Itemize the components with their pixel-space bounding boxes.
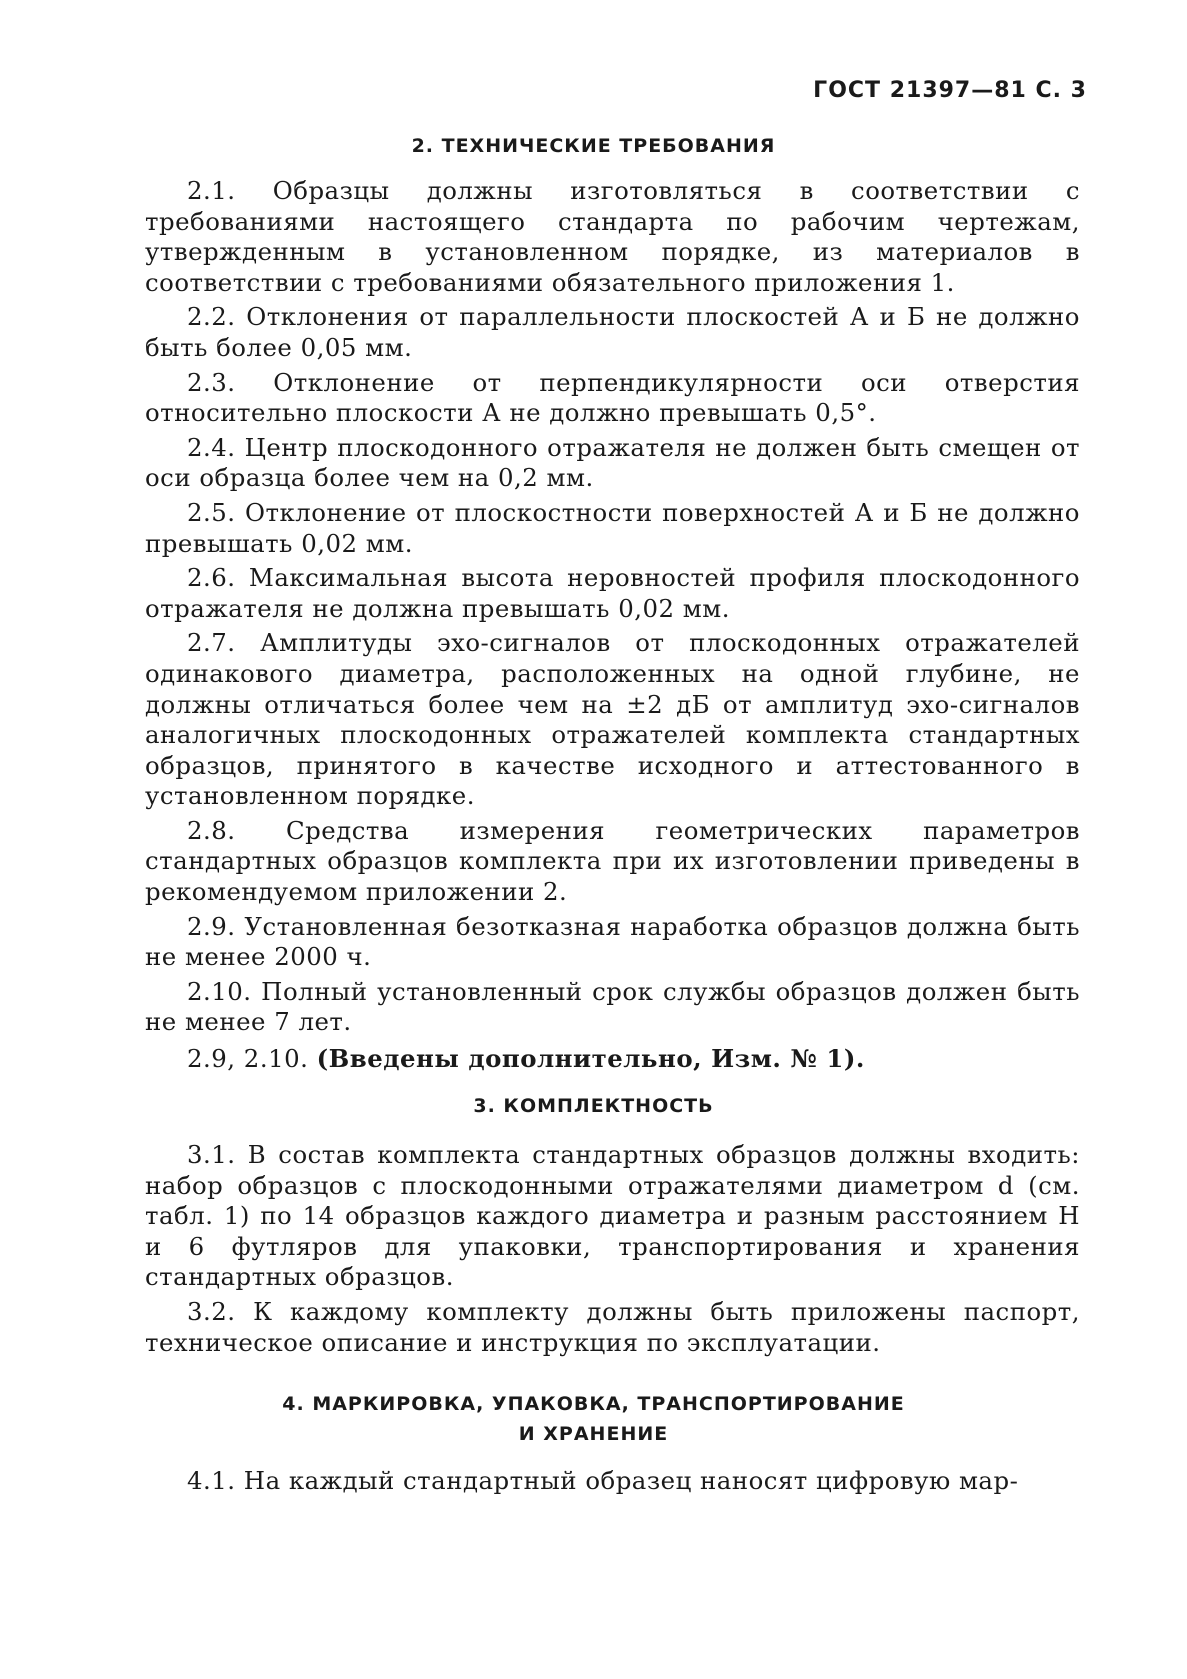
clause-2-6: 2.6. Максимальная высота неровностей профиля плоскодонного отражателя не должна превышать 0,02 мм. [145, 563, 1080, 623]
clause-2-10: 2.10. Полный установленный срок службы образцов должен быть не менее 7 лет. [145, 976, 1080, 1037]
clause-4-1: 4.1. На каждый стандартный образец наносят цифровую мар- [187, 1466, 1019, 1495]
amendment-clauses: 2.9, 2.10. [187, 1044, 309, 1074]
section-2-body [145, 176, 1080, 1079]
amendment-text: (Введены дополнительно, Изм. № 1). [316, 1044, 865, 1074]
clause-2-5: 2.5. Отклонение от плоскостности поверхностей А и Б не должно превышать 0,02 мм. [145, 497, 1080, 558]
section-3-heading: 3. КОМПЛЕКТНОСТЬ [473, 1095, 714, 1117]
section-4-heading-line-2: И ХРАНЕНИЕ [518, 1423, 669, 1445]
clause-3-2: 3.2. К каждому комплекту должны быть приложены паспорт, техническое описание и инструкция по эксплуатации. [145, 1296, 1080, 1357]
clause-2-1: 2.1. Образцы должны изготовляться в соответствии с требованиями настоящего стандарта по рабочим чертежам, утвержденным в установленном порядке, из материалов в соответствии с требованиями обязательного приложения 1. [145, 176, 1080, 297]
running-header: ГОСТ 21397—81 С. 3 [813, 78, 1087, 103]
clause-2-3: 2.3. Отклонение от перпендикулярности оси отверстия относительно плоскости А не должно превышать 0,5°. [145, 367, 1080, 428]
section-2-heading: 2. ТЕХНИЧЕСКИЕ ТРЕБОВАНИЯ [411, 135, 776, 157]
clause-2-9: 2.9. Установленная безотказная наработка образцов должна быть не менее 2000 ч. [145, 911, 1080, 972]
amendment-note [145, 1044, 1080, 1075]
clause-2-7: 2.7. Амплитуды эхо-сигналов от плоскодонных отражателей одинакового диаметра, расположенных на одной глубине, не должны отличаться более чем на ±2 дБ от амплитуд эхо-сигналов аналогичных плоскодонных отражателей комплекта стандартных образцов, принятого в качестве исходного и аттестованного в установленном порядке. [145, 628, 1080, 811]
clause-2-8: 2.8. Средства измерения геометрических параметров стандартных образцов комплекта при их изготовлении приведены в рекомендуемом приложении 2. [145, 815, 1080, 907]
clause-2-2: 2.2. Отклонения от параллельности плоскостей А и Б не должно быть более 0,05 мм. [145, 302, 1080, 362]
clause-3-1: 3.1. В состав комплекта стандартных образцов должны входить: набор образцов с плоскодонными отражателями диаметром d (см. табл. 1) по 14 образцов каждого диаметра и разным расстоянием H и 6 футляров для упаковки, транспортирования и хранения стандартных образцов. [145, 1140, 1080, 1292]
clause-2-4: 2.4. Центр плоскодонного отражателя не должен быть смещен от оси образца более чем на 0,2 мм. [145, 432, 1080, 493]
section-4-body [145, 1466, 1080, 1501]
section-3-body [145, 1140, 1080, 1362]
section-4-heading-line-1: 4. МАРКИРОВКА, УПАКОВКА, ТРАНСПОРТИРОВАНИЕ [282, 1393, 905, 1415]
